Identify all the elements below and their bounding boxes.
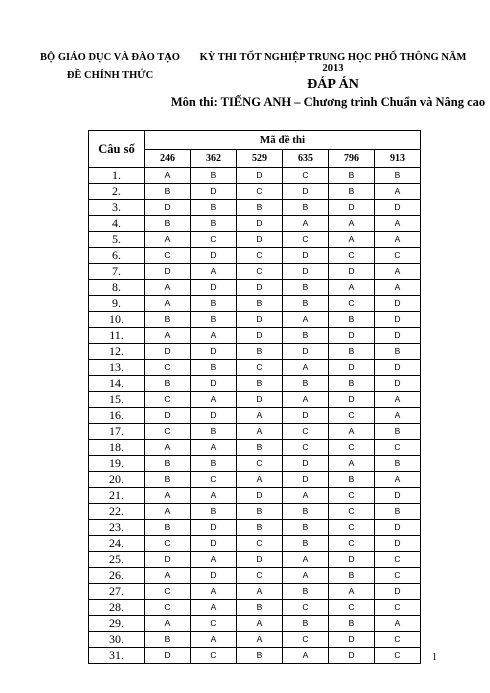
answer-cell: C	[191, 616, 237, 632]
answer-cell: A	[329, 584, 375, 600]
answer-cell: C	[283, 232, 329, 248]
answer-cell: B	[191, 168, 237, 184]
answer-cell: B	[237, 648, 283, 664]
answer-table	[88, 130, 421, 664]
question-number: 5.	[89, 232, 145, 248]
question-number: 31.	[89, 648, 145, 664]
answer-cell: B	[283, 280, 329, 296]
answer-cell: A	[191, 440, 237, 456]
answer-cell: D	[329, 328, 375, 344]
answer-cell: C	[329, 248, 375, 264]
answer-cell: B	[191, 296, 237, 312]
question-number: 27.	[89, 584, 145, 600]
answer-cell: D	[283, 408, 329, 424]
answer-cell: B	[191, 456, 237, 472]
answer-cell: B	[145, 376, 191, 392]
page-number: 1	[432, 652, 437, 663]
answer-cell: C	[375, 632, 421, 648]
answer-cell: C	[145, 392, 191, 408]
table-row	[89, 248, 421, 264]
answer-cell: C	[329, 520, 375, 536]
answer-cell: D	[283, 248, 329, 264]
table-row	[89, 184, 421, 200]
answer-cell: A	[191, 552, 237, 568]
table-row	[89, 408, 421, 424]
answer-cell: C	[191, 472, 237, 488]
answer-cell: A	[375, 408, 421, 424]
answer-cell: C	[375, 568, 421, 584]
answer-cell: D	[237, 168, 283, 184]
answer-cell: A	[237, 424, 283, 440]
answer-cell: A	[375, 184, 421, 200]
answer-cell: B	[283, 376, 329, 392]
answer-cell: D	[283, 344, 329, 360]
question-number: 26.	[89, 568, 145, 584]
answer-cell: A	[283, 312, 329, 328]
table-row	[89, 456, 421, 472]
answer-cell: D	[191, 568, 237, 584]
answer-cell: D	[375, 312, 421, 328]
table-row	[89, 200, 421, 216]
question-number: 15.	[89, 392, 145, 408]
answer-cell: A	[145, 504, 191, 520]
answer-cell: C	[375, 248, 421, 264]
answer-cell: D	[329, 648, 375, 664]
table-row	[89, 328, 421, 344]
answer-cell: D	[191, 408, 237, 424]
answer-cell: A	[375, 472, 421, 488]
answer-cell: B	[329, 184, 375, 200]
answer-cell: D	[191, 376, 237, 392]
question-number: 12.	[89, 344, 145, 360]
answer-cell: C	[237, 568, 283, 584]
answer-cell: B	[283, 296, 329, 312]
question-number: 2.	[89, 184, 145, 200]
question-column-header: Câu số	[89, 131, 145, 168]
answer-cell: B	[375, 504, 421, 520]
table-row	[89, 280, 421, 296]
answer-cell: A	[145, 280, 191, 296]
answer-cell: D	[375, 376, 421, 392]
answer-cell: C	[237, 360, 283, 376]
answer-cell: D	[237, 232, 283, 248]
answer-cell: A	[145, 296, 191, 312]
answer-cell: A	[191, 328, 237, 344]
answer-cell: D	[145, 408, 191, 424]
official-label: ĐỀ CHÍNH THỨC	[66, 70, 154, 81]
question-number: 1.	[89, 168, 145, 184]
answer-cell: D	[145, 200, 191, 216]
answer-cell: D	[329, 360, 375, 376]
answer-cell: B	[375, 344, 421, 360]
answer-cell: A	[191, 600, 237, 616]
table-row	[89, 616, 421, 632]
answer-cell: A	[329, 456, 375, 472]
question-number: 23.	[89, 520, 145, 536]
answer-cell: C	[145, 424, 191, 440]
answer-cell: B	[283, 584, 329, 600]
answer-cell: C	[329, 504, 375, 520]
answer-cell: B	[237, 200, 283, 216]
answer-cell: D	[145, 648, 191, 664]
answer-cell: B	[237, 440, 283, 456]
answer-cell: D	[375, 536, 421, 552]
answer-cell: C	[237, 536, 283, 552]
answer-cell: A	[237, 408, 283, 424]
answer-cell: B	[145, 520, 191, 536]
question-number: 25.	[89, 552, 145, 568]
answer-cell: B	[145, 184, 191, 200]
answer-cell: B	[191, 200, 237, 216]
answer-cell: C	[375, 648, 421, 664]
question-number: 16.	[89, 408, 145, 424]
answer-cell: A	[329, 232, 375, 248]
question-number: 9.	[89, 296, 145, 312]
answer-cell: B	[375, 456, 421, 472]
table-row	[89, 264, 421, 280]
answer-cell: D	[237, 280, 283, 296]
answer-cell: D	[329, 264, 375, 280]
answer-cell: A	[191, 488, 237, 504]
answer-cell: D	[237, 328, 283, 344]
table-row	[89, 632, 421, 648]
answer-cell: C	[329, 408, 375, 424]
answer-cell: B	[283, 328, 329, 344]
question-number: 3.	[89, 200, 145, 216]
table-row	[89, 168, 421, 184]
answer-cell: D	[237, 392, 283, 408]
question-number: 22.	[89, 504, 145, 520]
question-number: 29.	[89, 616, 145, 632]
answer-cell: D	[375, 584, 421, 600]
table-row	[89, 312, 421, 328]
exam-code-header: 913	[375, 149, 421, 168]
exam-code-header: 635	[283, 149, 329, 168]
question-number: 21.	[89, 488, 145, 504]
answer-cell: B	[329, 568, 375, 584]
answer-cell: B	[145, 456, 191, 472]
answer-cell: B	[237, 376, 283, 392]
answer-cell: A	[145, 328, 191, 344]
answer-cell: C	[145, 360, 191, 376]
table-row	[89, 520, 421, 536]
table-row	[89, 568, 421, 584]
answer-cell: C	[375, 552, 421, 568]
exam-code-header: 246	[145, 149, 191, 168]
answer-cell: A	[145, 168, 191, 184]
answer-cell: B	[329, 168, 375, 184]
answer-cell: A	[375, 392, 421, 408]
answer-cell: A	[283, 360, 329, 376]
subject-line: Môn thi: TIẾNG ANH – Chương trình Chuẩn và Nâng cao	[170, 95, 486, 109]
table-row	[89, 392, 421, 408]
answer-cell: A	[145, 488, 191, 504]
exam-code-header: 796	[329, 149, 375, 168]
answer-cell: D	[191, 248, 237, 264]
question-number: 18.	[89, 440, 145, 456]
answer-cell: D	[191, 280, 237, 296]
answer-cell: B	[283, 520, 329, 536]
answer-cell: D	[375, 488, 421, 504]
answer-cell: B	[329, 344, 375, 360]
answer-cell: C	[191, 232, 237, 248]
answer-cell: B	[145, 632, 191, 648]
answer-cell: C	[375, 440, 421, 456]
table-row	[89, 344, 421, 360]
answer-cell: C	[283, 440, 329, 456]
question-number: 14.	[89, 376, 145, 392]
table-row	[89, 216, 421, 232]
code-column-header: Mã đề thi	[145, 131, 421, 150]
answer-cell: A	[145, 568, 191, 584]
table-row	[89, 376, 421, 392]
answer-cell: A	[145, 232, 191, 248]
answer-cell: C	[375, 600, 421, 616]
answer-cell: C	[283, 424, 329, 440]
answer-cell: A	[191, 632, 237, 648]
answer-cell: A	[145, 616, 191, 632]
answer-cell: D	[283, 184, 329, 200]
question-number: 10.	[89, 312, 145, 328]
answer-cell: D	[145, 552, 191, 568]
question-number: 13.	[89, 360, 145, 376]
answer-cell: D	[375, 296, 421, 312]
answer-cell: D	[283, 264, 329, 280]
answer-cell: C	[145, 584, 191, 600]
page-title: ĐÁP ÁN	[307, 77, 359, 92]
answer-cell: A	[191, 392, 237, 408]
answer-cell: C	[191, 648, 237, 664]
question-number: 6.	[89, 248, 145, 264]
answer-cell: A	[375, 264, 421, 280]
answer-cell: D	[375, 328, 421, 344]
answer-cell: D	[329, 552, 375, 568]
answer-cell: B	[145, 312, 191, 328]
answer-cell: C	[237, 264, 283, 280]
answer-cell: D	[237, 488, 283, 504]
answer-cell: D	[283, 472, 329, 488]
table-row	[89, 600, 421, 616]
question-number: 28.	[89, 600, 145, 616]
question-number: 30.	[89, 632, 145, 648]
answer-cell: A	[283, 552, 329, 568]
answer-cell: A	[283, 648, 329, 664]
answer-cell: A	[283, 216, 329, 232]
exam-code-header: 529	[237, 149, 283, 168]
answer-cell: A	[329, 280, 375, 296]
answer-cell: A	[145, 440, 191, 456]
answer-cell: B	[237, 520, 283, 536]
answer-cell: B	[237, 600, 283, 616]
answer-cell: A	[237, 472, 283, 488]
question-number: 11.	[89, 328, 145, 344]
question-number: 4.	[89, 216, 145, 232]
question-number: 24.	[89, 536, 145, 552]
answer-cell: D	[237, 216, 283, 232]
answer-cell: B	[329, 312, 375, 328]
table-row	[89, 424, 421, 440]
answer-cell: D	[375, 200, 421, 216]
answer-cell: C	[283, 600, 329, 616]
answer-cell: B	[191, 216, 237, 232]
answer-cell: D	[329, 392, 375, 408]
answer-cell: C	[329, 440, 375, 456]
answer-cell: B	[237, 344, 283, 360]
table-row	[89, 536, 421, 552]
exam-name: KỲ THI TỐT NGHIỆP TRUNG HỌC PHỔ THÔNG NĂM 2013	[199, 52, 467, 74]
answer-cell: B	[283, 536, 329, 552]
answer-cell: A	[375, 280, 421, 296]
answer-cell: C	[237, 456, 283, 472]
answer-cell: B	[329, 376, 375, 392]
answer-cell: B	[329, 472, 375, 488]
answer-cell: D	[145, 344, 191, 360]
answer-cell: A	[375, 232, 421, 248]
exam-code-header: 362	[191, 149, 237, 168]
answer-cell: D	[329, 632, 375, 648]
answer-cell: D	[191, 184, 237, 200]
answer-cell: A	[237, 584, 283, 600]
table-row	[89, 584, 421, 600]
answer-cell: A	[283, 568, 329, 584]
table-row	[89, 360, 421, 376]
answer-cell: B	[283, 616, 329, 632]
answer-cell: D	[191, 344, 237, 360]
question-number: 20.	[89, 472, 145, 488]
answer-cell: B	[191, 504, 237, 520]
answer-cell: A	[375, 616, 421, 632]
answer-cell: C	[237, 184, 283, 200]
answer-cell: B	[191, 424, 237, 440]
answer-cell: B	[237, 296, 283, 312]
answer-cell: D	[375, 360, 421, 376]
answer-cell: A	[329, 424, 375, 440]
answer-cell: D	[375, 520, 421, 536]
answer-cell: D	[191, 536, 237, 552]
answer-cell: D	[283, 456, 329, 472]
answer-cell: A	[283, 488, 329, 504]
answer-cell: B	[283, 504, 329, 520]
answer-cell: A	[375, 216, 421, 232]
answer-cell: C	[145, 536, 191, 552]
answer-cell: C	[283, 632, 329, 648]
answer-cell: B	[375, 424, 421, 440]
answer-cell: D	[191, 520, 237, 536]
table-row	[89, 488, 421, 504]
answer-cell: B	[329, 616, 375, 632]
question-number: 8.	[89, 280, 145, 296]
table-row	[89, 648, 421, 664]
answer-cell: C	[329, 536, 375, 552]
answer-cell: A	[191, 584, 237, 600]
table-row	[89, 472, 421, 488]
answer-cell: C	[329, 600, 375, 616]
ministry-name: BỘ GIÁO DỤC VÀ ĐÀO TẠO	[40, 52, 180, 63]
answer-cell: A	[283, 392, 329, 408]
answer-cell: B	[237, 504, 283, 520]
table-row	[89, 232, 421, 248]
answer-cell: A	[191, 264, 237, 280]
answer-cell: C	[329, 296, 375, 312]
answer-cell: C	[283, 168, 329, 184]
answer-cell: B	[375, 168, 421, 184]
answer-cell: C	[237, 248, 283, 264]
answer-cell: A	[237, 632, 283, 648]
table-row	[89, 296, 421, 312]
question-number: 17.	[89, 424, 145, 440]
table-row	[89, 552, 421, 568]
answer-cell: D	[329, 200, 375, 216]
answer-cell: A	[329, 216, 375, 232]
answer-cell: B	[145, 472, 191, 488]
question-number: 19.	[89, 456, 145, 472]
table-row	[89, 504, 421, 520]
answer-cell: B	[191, 312, 237, 328]
question-number: 7.	[89, 264, 145, 280]
table-row	[89, 440, 421, 456]
answer-cell: C	[145, 248, 191, 264]
answer-cell: B	[145, 216, 191, 232]
answer-cell: C	[145, 600, 191, 616]
answer-cell: C	[329, 488, 375, 504]
answer-cell: D	[237, 312, 283, 328]
answer-cell: D	[237, 552, 283, 568]
answer-cell: A	[237, 616, 283, 632]
answer-cell: B	[283, 200, 329, 216]
answer-cell: B	[191, 360, 237, 376]
answer-cell: D	[145, 264, 191, 280]
